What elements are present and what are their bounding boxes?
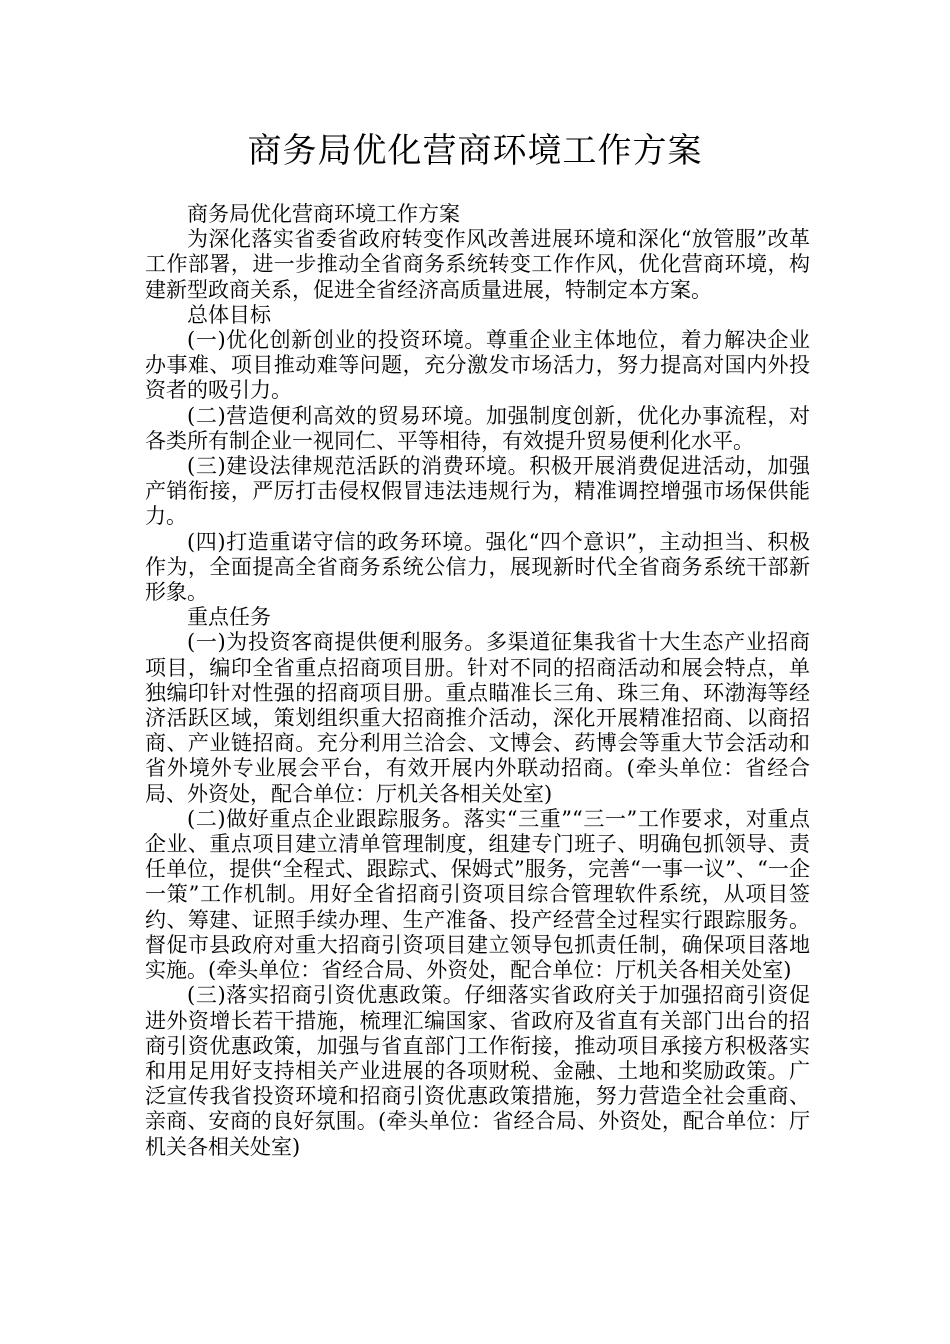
paragraph-goal-3: (三)建设法律规范活跃的消费环境。积极开展消费促进活动，加强产销衔接，严厉打击侵权假冒违法违规行为，精准调控增强市场保供能力。	[145, 454, 810, 529]
document-title: 商务局优化营商环境工作方案	[247, 131, 703, 171]
paragraph-task-3: (三)落实招商引资优惠政策。仔细落实省政府关于加强招商引资促进外资增长若干措施，梳理汇编国家、省政府及省直有关部门出台的招商引资优惠政策，加强与省直部门工作衔接，推动项目承接方积极落实和用足用好支持相关产业进展的各项财税、金融、土地和奖励政策。广泛宣传我省投资环境和招商引资优惠政策措施，努力营造全社会重商、亲商、安商的良好氛围。(牵头单位：省经合局、外资处，配合单位：厅机关各相关处室)	[145, 983, 810, 1159]
paragraph-subtitle: 商务局优化营商环境工作方案	[187, 202, 460, 226]
paragraph-task-2: (二)做好重点企业跟踪服务。落实“三重”“三一”工作要求，对重点企业、重点项目建立清单管理制度，组建专门班子、明确包抓领导、责任单位，提供“全程式、跟踪式、保姆式”服务，完善“一事一议”、“一企一策”工作机制。用好全省招商引资项目综合管理软件系统，从项目签约、筹建、证照手续办理、生产准备、投产经营全过程实行跟踪服务。督促市县政府对重大招商引资项目建立领导包抓责任制，确保项目落地实施。(牵头单位：省经合局、外资处，配合单位：厅机关各相关处室)	[145, 806, 810, 983]
heading-key-tasks: 重点任务	[187, 605, 271, 630]
paragraph-goal-4: (四)打造重诺守信的政务环境。强化“四个意识”，主动担当、积极作为，全面提高全省商务系统公信力，展现新时代全省商务系统干部新形象。	[145, 529, 810, 605]
paragraph-goal-1: (一)优化创新创业的投资环境。尊重企业主体地位，着力解决企业办事难、项目推动难等问题，充分激发市场活力，努力提高对国内外投资者的吸引力。	[145, 328, 810, 403]
paragraph-goal-2: (二)营造便利高效的贸易环境。加强制度创新，优化办事流程，对各类所有制企业一视同仁、平等相待，有效提升贸易便利化水平。	[145, 403, 810, 453]
paragraph-intro: 为深化落实省委省政府转变作风改善进展环境和深化“放管服”改革工作部署，进一步推动全省商务系统转变工作作风，优化营商环境，构建新型政商关系，促进全省经济高质量进展，特制定本方案。	[145, 227, 810, 302]
document-body	[145, 202, 810, 1160]
heading-overall-goals: 总体目标	[187, 302, 271, 327]
paragraph-task-1: (一)为投资客商提供便利服务。多渠道征集我省十大生态产业招商项目，编印全省重点招商项目册。针对不同的招商活动和展会特点，单独编印针对性强的招商项目册。重点瞄准长三角、珠三角、环渤海等经济活跃区域，策划组织重大招商推介活动，深化开展精准招商、以商招商、产业链招商。充分利用兰洽会、文博会、药博会等重大节会活动和省外境外专业展会平台，有效开展内外联动招商。(牵头单位：省经合局、外资处，配合单位：厅机关各相关处室)	[145, 630, 810, 806]
